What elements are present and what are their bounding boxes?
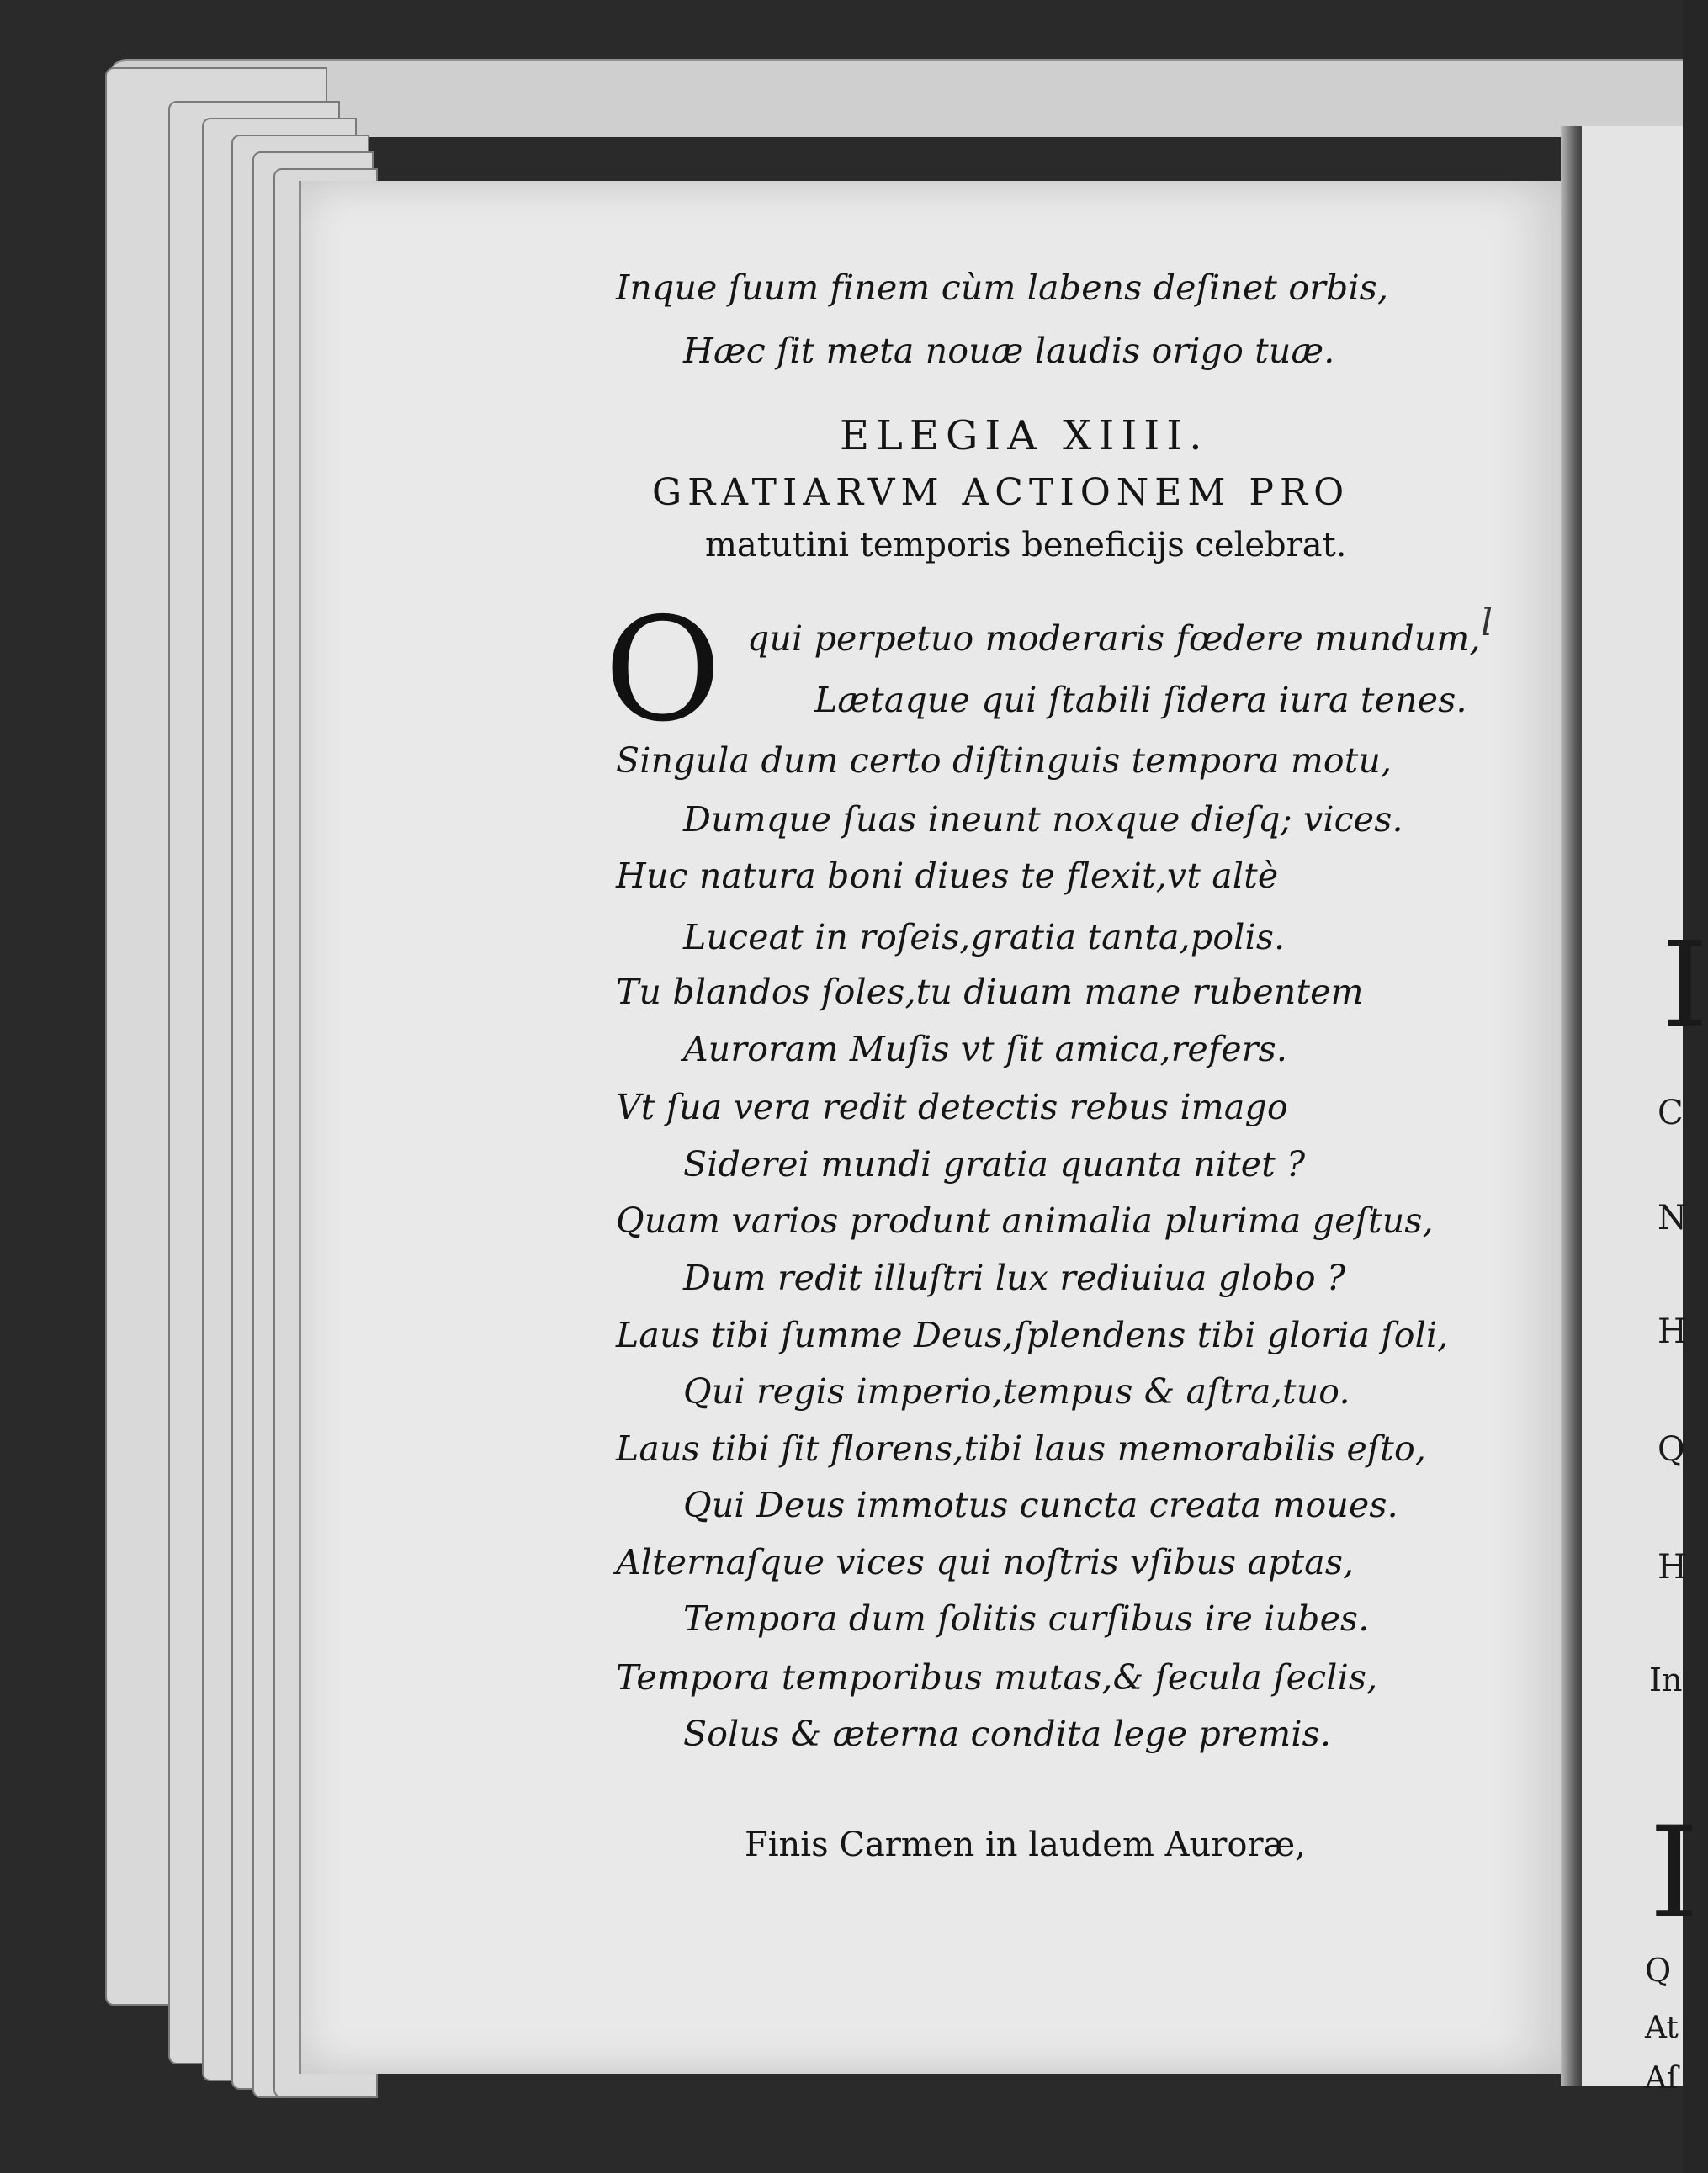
- verse-line: Tempora temporibus mutas,& ſecula ſeclis,: [616, 1657, 1378, 1698]
- verse-line: Dum redit illuſtri lux rediuiua globo ?: [683, 1258, 1346, 1298]
- verse-line: Huc natura boni diues te flexit,vt altè: [616, 856, 1279, 896]
- right-page-letter: H: [1658, 1312, 1687, 1351]
- verse-line: Laus tibi ſumme Deus,ſplendens tibi gloria ſoli,: [616, 1315, 1449, 1355]
- verse-line: Tu blandos ſoles,tu diuam mane rubentem: [616, 972, 1364, 1012]
- margin-note: l: [1481, 602, 1493, 644]
- verse-line: Lætaque qui ſtabili ſidera iura tenes.: [814, 680, 1467, 720]
- right-page-letter: At: [1645, 2011, 1679, 2045]
- elegy-subheading: matutini temporis beneficijs celebrat.: [705, 526, 1347, 564]
- verse-line: Quam varios produnt animalia plurima geſtus,: [616, 1200, 1434, 1241]
- right-page-letter: I: [1662, 917, 1708, 1054]
- verse-line: Auroram Muſis vt ſit amica,refers.: [683, 1029, 1288, 1069]
- elegy-subheading: GRATIARVM ACTIONEM PRO: [652, 471, 1350, 514]
- verse-line: Siderei mundi gratia quanta nitet ?: [683, 1144, 1306, 1185]
- right-page-letter: Aſ: [1645, 2061, 1679, 2096]
- verse-line: Qui Deus immotus cuncta creata moues.: [683, 1485, 1398, 1525]
- left-page: [299, 181, 1572, 2074]
- right-page-letter: C: [1658, 1094, 1684, 1132]
- right-page-letter: I: [1649, 1800, 1700, 1947]
- verse-line: Alternaſque vices qui noſtris vſibus aptas,: [616, 1542, 1355, 1582]
- verse-line: Laus tibi ſit florens,tibi laus memorabilis eſto,: [616, 1428, 1427, 1469]
- colophon: Finis Carmen in laudem Auroræ,: [745, 1826, 1306, 1864]
- verse-line: Singula dum certo diſtinguis tempora motu,: [616, 740, 1392, 781]
- verse-line: Qui regis imperio,tempus & aſtra,tuo.: [683, 1371, 1350, 1412]
- right-page-letter: Q: [1645, 1952, 1672, 1989]
- drop-cap: O: [604, 587, 722, 754]
- elegy-heading: ELEGIA XIIII.: [840, 412, 1209, 459]
- verse-line: Luceat in roſeis,gratia tanta,polis.: [683, 917, 1286, 957]
- right-page-letter: H: [1658, 1548, 1687, 1587]
- right-page: [1582, 126, 1708, 2096]
- verse-line: Tempora dum ſolitis curſibus ire iubes.: [683, 1598, 1370, 1639]
- right-page-letter: Q: [1658, 1430, 1685, 1469]
- verse-line: Solus & æterna condita lege premis.: [683, 1714, 1332, 1754]
- right-page-letter: In: [1649, 1662, 1683, 1699]
- verse-line: qui perpetuo moderaris fœdere mundum,: [747, 618, 1481, 659]
- verse-line: Hæc ſit meta nouæ laudis origo tuæ.: [683, 331, 1335, 371]
- right-page-letter: N: [1658, 1199, 1687, 1238]
- verse-line: Vt ſua vera redit detectis rebus imago: [616, 1087, 1288, 1127]
- verse-line: Inque ſuum finem cùm labens deſinet orbis,: [616, 268, 1389, 308]
- verse-line: Dumque ſuas ineunt noxque dieſq; vices.: [683, 799, 1403, 840]
